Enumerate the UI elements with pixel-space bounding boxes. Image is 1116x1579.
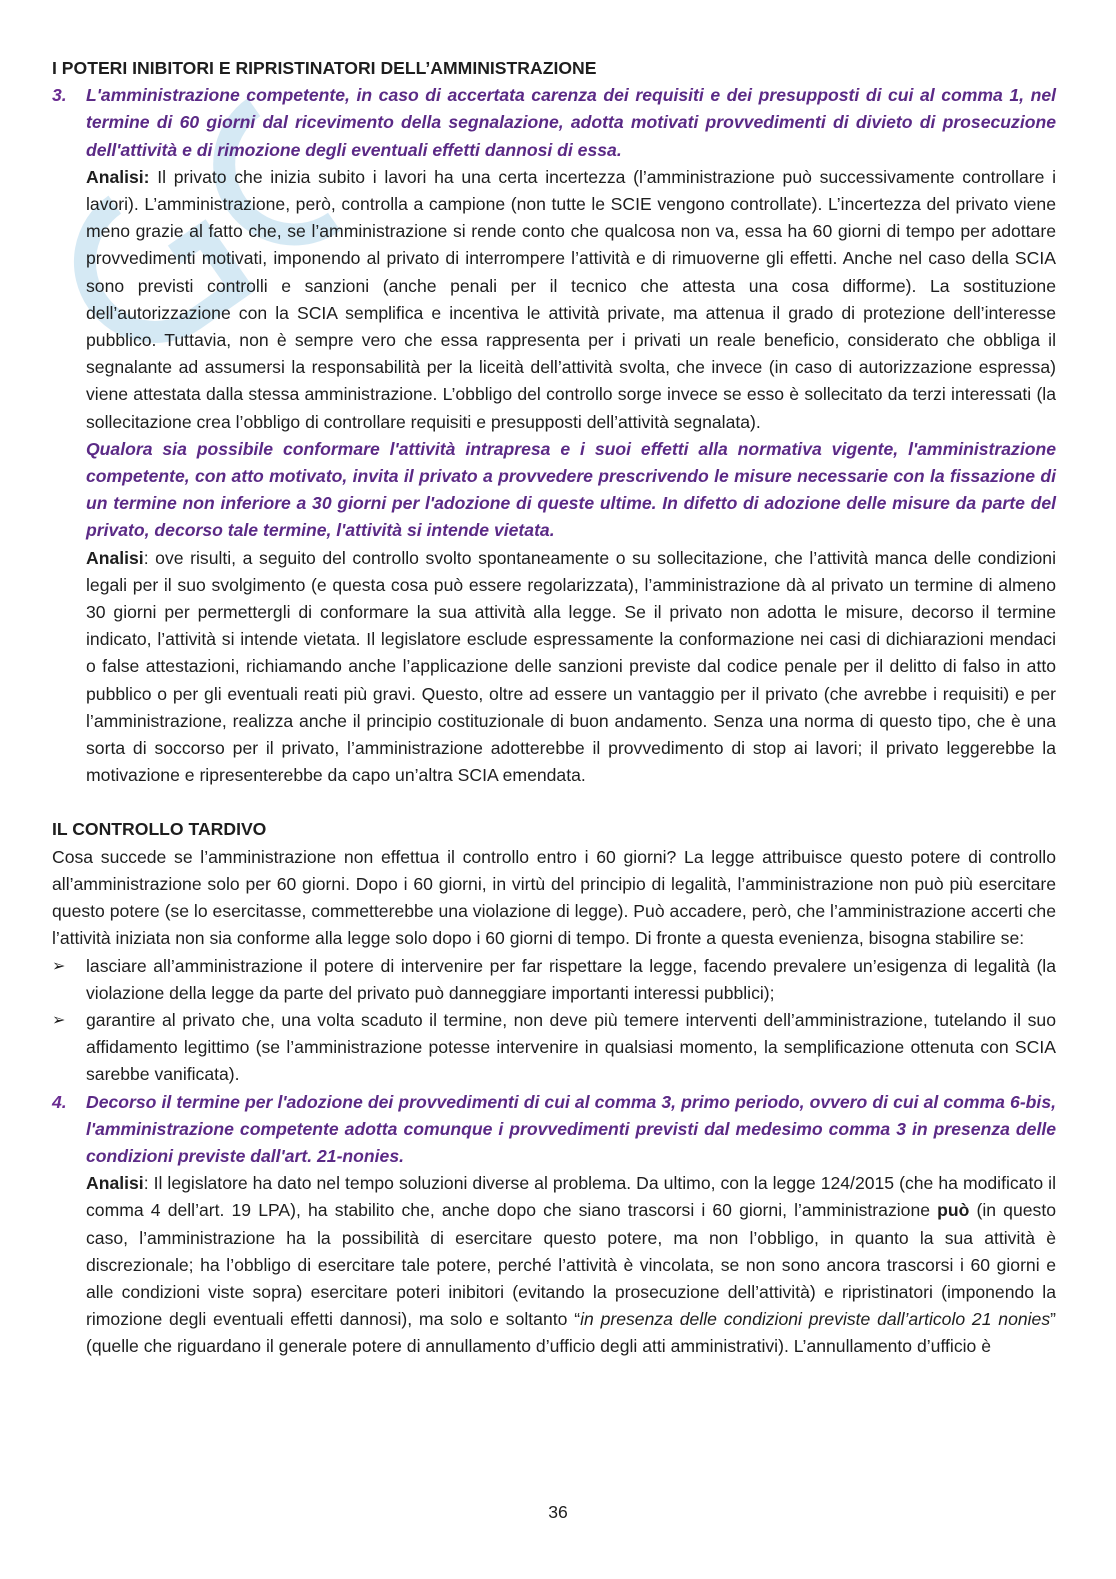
emphasis-puo: può: [937, 1200, 970, 1221]
list-item: [52, 953, 1056, 1007]
section-heading-poteri: I POTERI INIBITORI E RIPRISTINATORI DELL’AMMINISTRAZIONE: [52, 58, 597, 78]
list-item: [52, 1007, 1056, 1089]
analysis-colon: :: [143, 547, 149, 568]
analysis-label: Analisi: [86, 547, 144, 568]
item-number: 3.: [52, 85, 67, 106]
law-item-3: [52, 82, 1056, 789]
analysis-label: Analisi:: [86, 166, 150, 187]
arrow-bullet-icon: ➢: [52, 957, 66, 975]
section-heading-controllo-tardivo: IL CONTROLLO TARDIVO: [52, 819, 267, 840]
arrow-bullet-icon: ➢: [52, 1011, 66, 1029]
analysis-text: ” (quelle che riguardano il generale potere di annullamento d’ufficio degli atti amministrativi). L’annullamento d’ufficio è: [86, 1309, 1057, 1357]
page-number: 36: [548, 1502, 568, 1522]
analysis-label: Analisi: [86, 1173, 144, 1194]
analysis-text: Il privato che inizia subito i lavori ha una certa incertezza (l’amministrazione può successivamente controllare i lavori). L’amministrazione, però, controlla a campione (non tutte le SCIE vengono controllate). L’incertezza del privato viene meno grazie al fatto che, se l’amministrazione si rende conto che qualcosa non va, essa ha 60 giorni di tempo per adottare provvedimenti motivati, imponendo al privato di interrompere l’attività e di rimuoverne gli effetti. Anche nel caso della SCIA sono previsti controlli e sanzioni (anche penali per il tecnico che attesta una cosa difforme). La sostituzione dell’autorizzazione con la SCIA semplifica e incentiva le attività private, ma attenua il grado di protezione dell’interesse pubblico. Tuttavia, non è sempre vero che essa rappresenta per i privati un reale beneficio, considerato che obbliga il segnalante ad assumersi la responsabilità per la liceità dell’attività svolta, che invece (in caso di autorizzazione espressa) viene attestata dalla stessa amministrazione. L’obbligo del controllo sorge invece se esso è sollecitato da terzi interessati (la sollecitazione crea l’obbligo di controllare requisiti e presupposti dell’attività segnalata).: [86, 166, 1056, 432]
analysis-paragraph-3: [86, 1170, 1056, 1360]
bullet-list: [52, 953, 1056, 1089]
analysis-paragraph-1: [86, 164, 1056, 436]
analysis-colon: :: [143, 1173, 149, 1194]
bullet-text: garantire al privato che, una volta scaduto il termine, non deve più temere interventi dell’amministrazione, tutelando il suo affidamento legittimo (se l’amministrazione potesse intervenire in qualsiasi momento, la semplificazione ottenuta con SCIA sarebbe vanificata).: [86, 1009, 1056, 1085]
intro-paragraph: Cosa succede se l’amministrazione non effettua il controllo entro i 60 giorni? La legge attribuisce questo potere di controllo all’amministrazione solo per 60 giorni. Dopo i 60 giorni, in virtù del principio di legalità, l’amministrazione non può più esercitare questo potere (se lo esercitasse, commetterebbe una violazione di legge). Può accadere, però, che l’amministrazione accerti che l’attività iniziata non sia conforme alla legge solo dopo i 60 giorni di tempo. Di fronte a questa evenienza, bisogna stabilire se:: [52, 846, 1056, 949]
law-text-comma-3: L'amministrazione competente, in caso di accertata carenza dei requisiti e dei presupposti di cui al comma 1, nel termine di 60 giorni dal ricevimento della segnalazione, adotta motivati provvedimenti di divieto di prosecuzione dell'attività e di rimozione degli eventuali effetti dannosi di essa.: [86, 85, 1056, 160]
bullet-text: lasciare all’amministrazione il potere di intervenire per far rispettare la legge, facendo prevalere un’esigenza di legalità (la violazione della legge da parte del privato può danneggiare importanti interessi pubblici);: [86, 955, 1056, 1003]
analysis-text: ove risulti, a seguito del controllo svolto spontaneamente o su sollecitazione, che l’attività manca delle condizioni legali per il suo svolgimento (e questa cosa può essere regolarizzata), l’amministrazione dà al privato un termine di almeno 30 giorni per permettergli di conformare la sua attività alla legge. Se il privato non adotta le misure, decorso il termine indicato, l’attività si intende vietata. Il legislatore esclude espressamente la conformazione nei casi di dichiarazioni mendaci o false attestazioni, richiamando anche l’applicazione delle sanzioni previste dal codice penale per il delitto di falso in atto pubblico o per gli eventuali reati più gravi. Questo, oltre ad essere un vantaggio per il privato (che avrebbe i requisiti) e per l’amministrazione, realizza anche il principio costituzionale di buon andamento. Senza una norma di questo tipo, che è una sorta di soccorso per il privato, l’amministrazione adotterebbe il provvedimento di stop ai lavori; il privato leggerebbe la motivazione e ripresenterebbe da capo un’altra SCIA emendata.: [86, 547, 1056, 786]
analysis-paragraph-2: [86, 545, 1056, 790]
analysis-text: Il legislatore ha dato nel tempo soluzioni diverse al problema. Da ultimo, con la legge 124/2015 (che ha modificato il comma 4 dell’art. 19 LPA), ha stabilito che, anche dopo che siano trascorsi i 60 giorni, l’amministrazione: [86, 1173, 1056, 1221]
document-page: [52, 55, 1056, 1361]
law-item-4: [52, 1089, 1056, 1361]
item-number: 4.: [52, 1091, 67, 1112]
analysis-text: (in questo caso, l’amministrazione ha la possibilità di esercitare questo potere, ma non l’obbligo, in quanto la sua attività è discrezionale; ha l’obbligo di esercitare tale potere, perché l’attività è vincolata, se non sono ancora trascorsi i 60 giorni e alle condizioni viste sopra) esercitare poteri inibitori (evitando la prosecuzione dell’attività) e ripristinatori (imponendo la rimozione degli eventuali effetti dannosi), ma solo e soltanto “: [86, 1200, 1056, 1330]
law-text-comma-4: Decorso il termine per l'adozione dei provvedimenti di cui al comma 3, primo periodo, ovvero di cui al comma 6-bis, l'amministrazione competente adotta comunque i provvedimenti previsti dal medesimo comma 3 in presenza delle condizioni previste dall'art. 21-nonies.: [86, 1091, 1056, 1166]
quoted-condition: in presenza delle condizioni previste dall’articolo 21 nonies: [580, 1309, 1051, 1330]
law-text-conformazione: Qualora sia possibile conformare l'attività intrapresa e i suoi effetti alla normativa vigente, l'amministrazione competente, con atto motivato, invita il privato a provvedere prescrivendo le misure necessarie con la fissazione di un termine non inferiore a 30 giorni per l'adozione di queste ultime. In difetto di adozione delle misure da parte del privato, decorso tale termine, l'attività si intende vietata.: [86, 438, 1056, 541]
